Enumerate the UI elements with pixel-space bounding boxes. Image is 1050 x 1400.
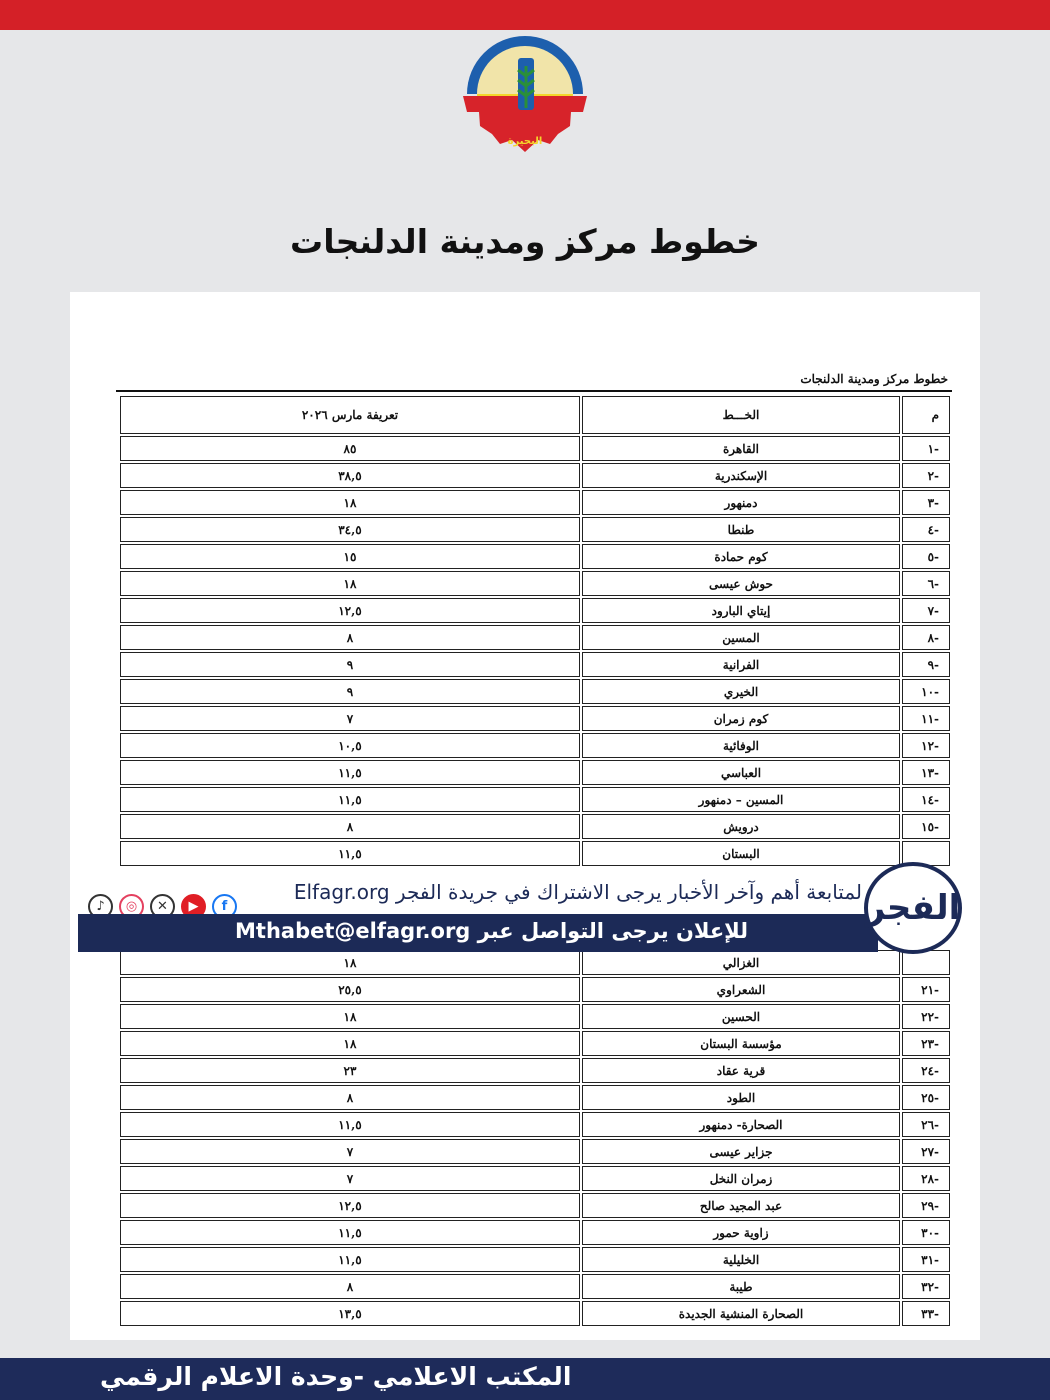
cell-line: زاوية حمور	[582, 1220, 900, 1245]
page-title: خطوط مركز ومدينة الدلنجات	[290, 222, 760, 261]
cell-num: -٣١	[902, 1247, 950, 1272]
cell-fare: ١٥	[120, 544, 580, 569]
cell-num: -٢٤	[902, 1058, 950, 1083]
table-row	[120, 1247, 950, 1272]
footer-bar	[0, 1358, 1050, 1400]
table-row	[120, 1139, 950, 1164]
col-header-num: م	[902, 396, 950, 434]
footer-text: المكتب الاعلامي -وحدة الاعلام الرقمي	[100, 1362, 572, 1391]
table-body-bottom	[120, 950, 950, 1326]
cell-line: حوش عيسى	[582, 571, 900, 596]
cell-fare: ١١,٥	[120, 1112, 580, 1137]
ads-text: للإعلان يرجى التواصل عبر Mthabet@elfagr.org	[235, 919, 748, 943]
cell-fare: ٨	[120, 1085, 580, 1110]
youtube-icon[interactable]: ▶	[181, 894, 206, 919]
table-row	[120, 544, 950, 569]
cell-line: القاهرة	[582, 436, 900, 461]
cell-num: -٣٣	[902, 1301, 950, 1326]
table-row	[120, 490, 950, 515]
table-row	[120, 1193, 950, 1218]
table-header-row	[120, 396, 950, 434]
table-row	[120, 598, 950, 623]
elfagr-logo-text: الفجر	[865, 888, 961, 928]
cell-line: البستان	[582, 841, 900, 866]
table-body-top	[120, 436, 950, 866]
cell-fare: ١٨	[120, 571, 580, 596]
cell-num: -٩	[902, 652, 950, 677]
beheira-governorate-logo	[458, 30, 592, 156]
table-row	[120, 571, 950, 596]
cell-num: -١٢	[902, 733, 950, 758]
cell-num: -٢١	[902, 977, 950, 1002]
cell-fare: ١١,٥	[120, 841, 580, 866]
cell-line: المسين – دمنهور	[582, 787, 900, 812]
cell-line: الفرانية	[582, 652, 900, 677]
cell-num: -٥	[902, 544, 950, 569]
cell-line: المسين	[582, 625, 900, 650]
table-row	[120, 760, 950, 785]
follow-text: لمتابعة أهم وآخر الأخبار يرجى الاشتراك في جريدة الفجر Elfagr.org	[293, 880, 862, 904]
cell-num: -٣	[902, 490, 950, 515]
cell-num: -٢٧	[902, 1139, 950, 1164]
table-row	[120, 1031, 950, 1056]
cell-fare: ١٣,٥	[120, 1301, 580, 1326]
follow-strip	[78, 874, 878, 914]
cell-line: الغزالي	[582, 950, 900, 975]
cell-num: -١	[902, 436, 950, 461]
cell-fare: ١١,٥	[120, 1247, 580, 1272]
cell-num: -٣٠	[902, 1220, 950, 1245]
cell-fare: ١٨	[120, 950, 580, 975]
cell-num: -٨	[902, 625, 950, 650]
cell-fare: ١٢,٥	[120, 598, 580, 623]
document-heading: خطوط مركز ومدينة الدلنجات	[800, 372, 948, 386]
cell-line: الإسكندرية	[582, 463, 900, 488]
col-header-line: الخـــط	[582, 396, 900, 434]
ads-strip	[78, 914, 878, 952]
cell-line: الخيري	[582, 679, 900, 704]
table-row	[120, 463, 950, 488]
cell-num: -١٠	[902, 679, 950, 704]
table-row	[120, 679, 950, 704]
cell-line: الشعراوي	[582, 977, 900, 1002]
tiktok-icon[interactable]: ♪	[88, 894, 113, 919]
table-row	[120, 436, 950, 461]
cell-line: درويش	[582, 814, 900, 839]
cell-num: -٣٢	[902, 1274, 950, 1299]
cell-fare: ١٢,٥	[120, 1193, 580, 1218]
cell-line: كوم حمادة	[582, 544, 900, 569]
cell-fare: ٩	[120, 652, 580, 677]
table-row	[120, 652, 950, 677]
fare-table	[118, 394, 952, 1328]
cell-num: -١٣	[902, 760, 950, 785]
cell-fare: ٩	[120, 679, 580, 704]
top-red-bar	[0, 0, 1050, 30]
cell-num: -٧	[902, 598, 950, 623]
cell-line: كوم زمران	[582, 706, 900, 731]
cell-line: دمنهور	[582, 490, 900, 515]
cell-num: -٢	[902, 463, 950, 488]
cell-line: زمران النخل	[582, 1166, 900, 1191]
cell-line: عبد المجيد صالح	[582, 1193, 900, 1218]
logo-text: البحيرة	[507, 136, 543, 147]
cell-fare: ١١,٥	[120, 787, 580, 812]
cell-line: جزاير عيسى	[582, 1139, 900, 1164]
cell-fare: ٧	[120, 1139, 580, 1164]
cell-fare: ١٨	[120, 490, 580, 515]
cell-num: -٢٢	[902, 1004, 950, 1029]
cell-num: -٢٨	[902, 1166, 950, 1191]
elfagr-banner	[78, 862, 970, 954]
cell-fare: ١٨	[120, 1004, 580, 1029]
cell-line: طيبة	[582, 1274, 900, 1299]
heading-rule	[116, 390, 952, 392]
cell-line: الصحارة- دمنهور	[582, 1112, 900, 1137]
cell-line: الخليلية	[582, 1247, 900, 1272]
cell-num: -١١	[902, 706, 950, 731]
facebook-icon[interactable]: f	[212, 894, 237, 919]
cell-fare: ١٠,٥	[120, 733, 580, 758]
cell-fare: ٨	[120, 1274, 580, 1299]
table-row	[120, 1058, 950, 1083]
elfagr-logo	[864, 862, 962, 954]
table-row	[120, 787, 950, 812]
table-row	[120, 1301, 950, 1326]
table-row	[120, 1166, 950, 1191]
table-row	[120, 517, 950, 542]
cell-num: -٢٩	[902, 1193, 950, 1218]
cell-line: الطود	[582, 1085, 900, 1110]
cell-fare: ٣٤,٥	[120, 517, 580, 542]
table-row	[120, 733, 950, 758]
cell-fare: ٧	[120, 1166, 580, 1191]
cell-num: -٢٦	[902, 1112, 950, 1137]
cell-fare: ٨	[120, 625, 580, 650]
cell-line: طنطا	[582, 517, 900, 542]
cell-line: الوفائية	[582, 733, 900, 758]
x-icon[interactable]: ✕	[150, 894, 175, 919]
cell-fare: ٢٥,٥	[120, 977, 580, 1002]
cell-line: الصحارة المنشية الجديدة	[582, 1301, 900, 1326]
cell-line: مؤسسة البستان	[582, 1031, 900, 1056]
cell-num: -٤	[902, 517, 950, 542]
table-row	[120, 625, 950, 650]
table-row	[120, 977, 950, 1002]
table-row	[120, 1112, 950, 1137]
cell-line: إيتاي البارود	[582, 598, 900, 623]
cell-fare: ١١,٥	[120, 1220, 580, 1245]
cell-fare: ٣٨,٥	[120, 463, 580, 488]
cell-num: -١٥	[902, 814, 950, 839]
cell-num: -٢٥	[902, 1085, 950, 1110]
cell-num: -١٤	[902, 787, 950, 812]
table-row	[120, 1085, 950, 1110]
cell-fare: ٧	[120, 706, 580, 731]
cell-num: -٦	[902, 571, 950, 596]
table-row	[120, 706, 950, 731]
cell-fare: ١١,٥	[120, 760, 580, 785]
cell-line: قرية عقاد	[582, 1058, 900, 1083]
cell-line: الحسين	[582, 1004, 900, 1029]
table-row	[120, 1004, 950, 1029]
cell-fare: ٨٥	[120, 436, 580, 461]
cell-line: العباسي	[582, 760, 900, 785]
table-row	[120, 1274, 950, 1299]
cell-fare: ١٨	[120, 1031, 580, 1056]
col-header-fare: تعريفة مارس ٢٠٢٦	[120, 396, 580, 434]
table-row	[120, 814, 950, 839]
cell-fare: ٢٣	[120, 1058, 580, 1083]
document-sheet	[70, 292, 980, 1340]
instagram-icon[interactable]: ◎	[119, 894, 144, 919]
cell-num: -٢٣	[902, 1031, 950, 1056]
cell-fare: ٨	[120, 814, 580, 839]
table-row	[120, 1220, 950, 1245]
